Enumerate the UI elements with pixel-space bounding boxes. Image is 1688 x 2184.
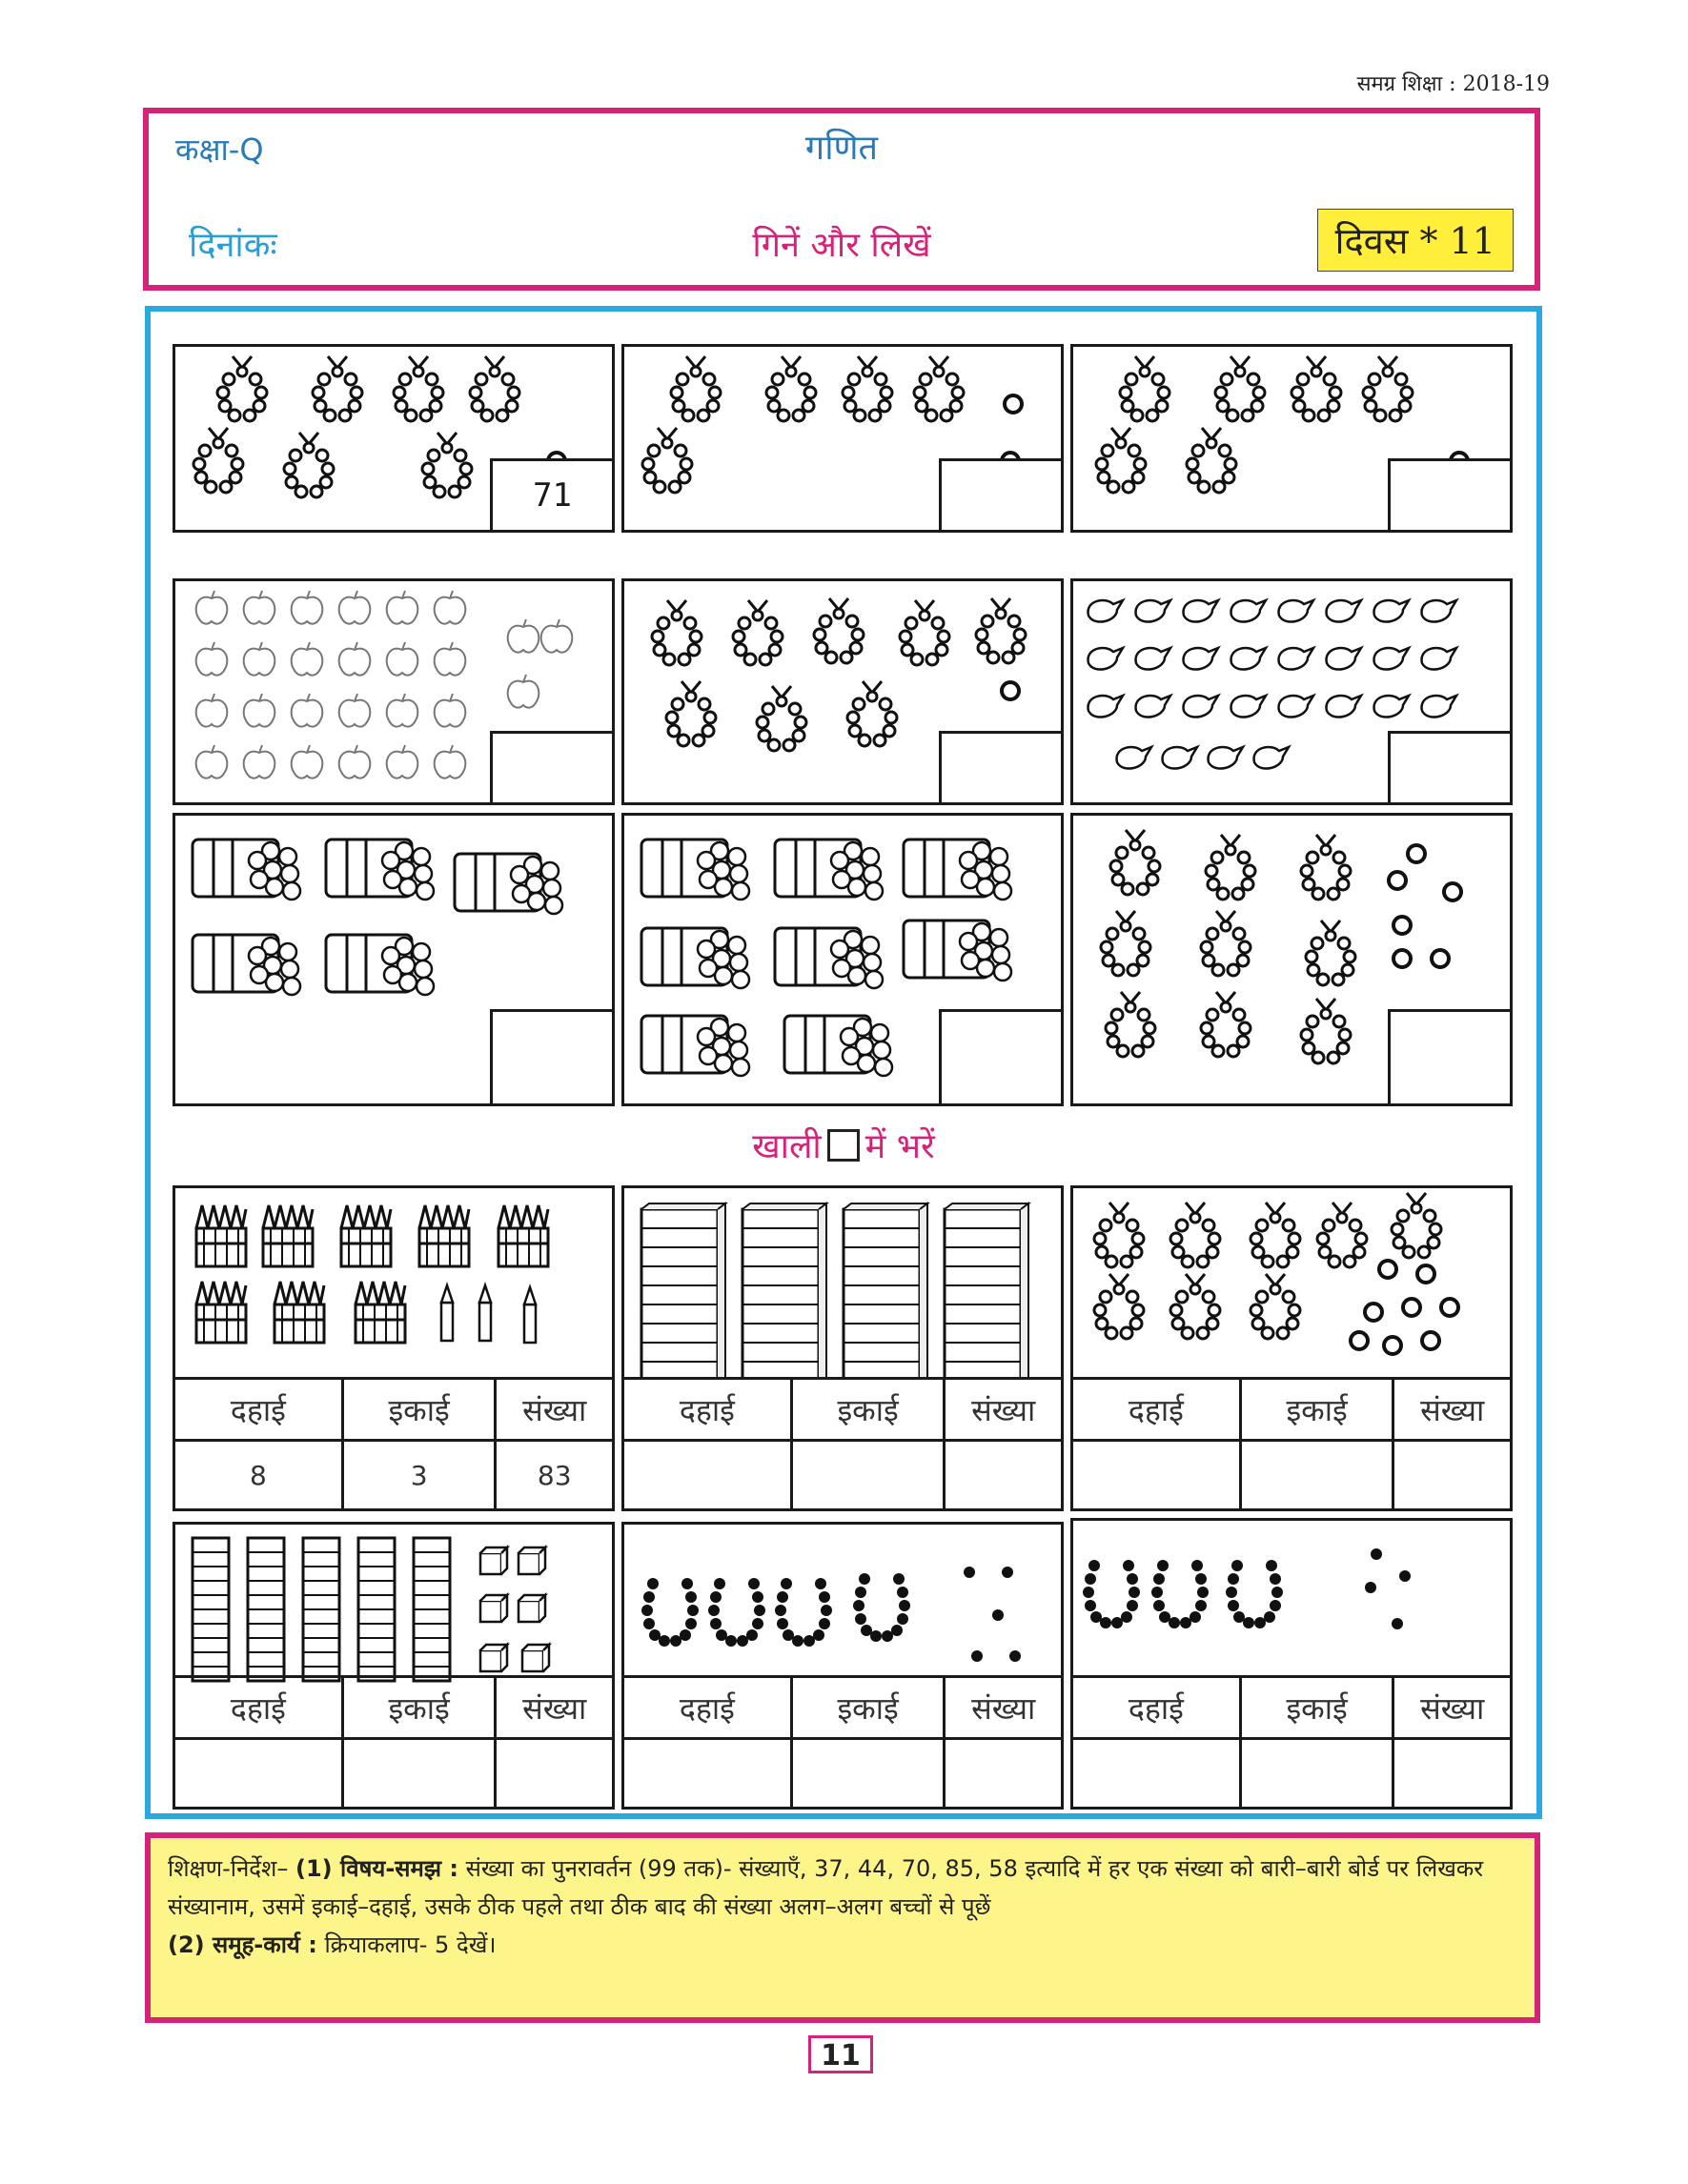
- subject-title: गणित: [804, 129, 879, 168]
- ones-value[interactable]: [793, 1442, 946, 1508]
- count-cell-7: [173, 813, 615, 1106]
- worksheet-area: [145, 306, 1542, 1819]
- ones-header: इकाई: [793, 1678, 946, 1740]
- ones-header: इकाई: [344, 1380, 498, 1442]
- place-value-table: [175, 1675, 612, 1807]
- ones-header: इकाई: [793, 1380, 946, 1442]
- answer-box[interactable]: [1388, 731, 1510, 802]
- number-header: संख्या: [497, 1380, 612, 1442]
- note-part1-title: (1) विषय-समझ :: [295, 1855, 458, 1882]
- count-cell-9: [1070, 813, 1513, 1106]
- answer-box[interactable]: [939, 1009, 1061, 1103]
- tens-value[interactable]: [1073, 1740, 1242, 1807]
- place-value-cell-5: [621, 1522, 1064, 1810]
- tens-value[interactable]: 8: [175, 1442, 344, 1508]
- count-cell-6: [1070, 578, 1513, 805]
- ones-value[interactable]: [793, 1740, 946, 1807]
- count-cell-1: [173, 344, 615, 533]
- tens-header: दहाई: [624, 1678, 793, 1740]
- ones-header: इकाई: [1242, 1678, 1395, 1740]
- number-value[interactable]: [1394, 1740, 1510, 1807]
- number-header: संख्या: [1394, 1380, 1510, 1442]
- ones-value[interactable]: [344, 1740, 498, 1807]
- tens-header: दहाई: [624, 1380, 793, 1442]
- rods-illustration: [624, 1188, 1061, 1379]
- pencil-bundles-illustration: [175, 1188, 612, 1379]
- tens-header: दहाई: [175, 1678, 344, 1740]
- ones-value[interactable]: [1242, 1442, 1395, 1508]
- answer-box[interactable]: [1388, 458, 1510, 530]
- day-badge: दिवस * 11: [1317, 209, 1514, 272]
- note-label: शिक्षण-निर्देश–: [168, 1855, 289, 1882]
- tens-value[interactable]: [624, 1442, 793, 1508]
- answer-box[interactable]: [1388, 1009, 1510, 1103]
- answer-box[interactable]: 71: [490, 458, 612, 530]
- count-cell-3: [1070, 344, 1513, 533]
- tens-value[interactable]: [175, 1740, 344, 1807]
- tens-value[interactable]: [1073, 1442, 1242, 1508]
- place-value-cell-6: [1070, 1518, 1513, 1810]
- dot-garland-illustration: [1073, 1521, 1510, 1683]
- note-part1-text: संख्या का पुनरावर्तन (99 तक)- संख्याएँ, 37, 44, 70, 85, 58 इत्यादि में हर एक संख्या को बारी–बारी बोर्ड पर लिखकर संख्यानाम, उसमें इकाई–दहाई, उसके ठीक पहले तथा ठीक बाद की संख्या अलग–अलग बच्चों से पूछें: [168, 1855, 1484, 1920]
- garland-illustration: [1073, 1188, 1510, 1379]
- ones-value[interactable]: 3: [344, 1442, 498, 1508]
- answer-box[interactable]: [939, 731, 1061, 802]
- tens-header: दहाई: [1073, 1678, 1242, 1740]
- fill-section-title: [151, 1122, 1536, 1168]
- count-cell-5: [621, 578, 1064, 805]
- number-header: संख्या: [497, 1678, 612, 1740]
- number-value[interactable]: [946, 1740, 1061, 1807]
- count-cell-2: [621, 344, 1064, 533]
- note-part2-title: (2) समूह-कार्य :: [168, 1931, 317, 1958]
- header-box: [143, 108, 1540, 291]
- dot-garland-illustration: [624, 1525, 1061, 1687]
- number-value[interactable]: [497, 1740, 612, 1807]
- count-cell-4: [173, 578, 615, 805]
- number-value[interactable]: [1394, 1442, 1510, 1508]
- note-part2-text: क्रियाकलाप- 5 देखें।: [324, 1931, 497, 1958]
- place-value-cell-1: [173, 1185, 615, 1511]
- empty-box-icon: [827, 1129, 860, 1162]
- answer-box[interactable]: [939, 458, 1061, 530]
- number-header: संख्या: [946, 1380, 1061, 1442]
- place-value-table: [624, 1377, 1061, 1508]
- number-header: संख्या: [946, 1678, 1061, 1740]
- answer-box[interactable]: [490, 1009, 612, 1103]
- place-value-table: [624, 1675, 1061, 1807]
- place-value-table: [175, 1377, 612, 1508]
- place-value-table: [1073, 1675, 1510, 1807]
- tens-header: दहाई: [1073, 1380, 1242, 1442]
- ones-value[interactable]: [1242, 1740, 1395, 1807]
- tens-header: दहाई: [175, 1380, 344, 1442]
- topic-title: गिनें और लिखें: [752, 226, 931, 265]
- count-cell-8: [621, 813, 1064, 1106]
- place-value-cell-3: [1070, 1185, 1513, 1511]
- edition-label: समग्र शिक्षा : 2018-19: [1356, 72, 1550, 96]
- place-value-cell-4: [173, 1522, 615, 1810]
- place-value-table: [1073, 1377, 1510, 1508]
- tens-value[interactable]: [624, 1740, 793, 1807]
- date-label: दिनांकः: [189, 226, 277, 265]
- number-header: संख्या: [1394, 1678, 1510, 1740]
- answer-box[interactable]: [490, 731, 612, 802]
- rods-cubes-illustration: [175, 1525, 612, 1687]
- fill-title-before: खाली: [752, 1127, 822, 1166]
- number-value[interactable]: [946, 1442, 1061, 1508]
- teaching-note: [145, 1832, 1540, 2023]
- ones-header: इकाई: [1242, 1380, 1395, 1442]
- page-number: 11: [808, 2035, 873, 2073]
- class-label: कक्षा-Q: [175, 131, 264, 168]
- number-value[interactable]: 83: [537, 1459, 572, 1491]
- place-value-cell-2: [621, 1185, 1064, 1511]
- ones-header: इकाई: [344, 1678, 498, 1740]
- fill-title-after: में भरें: [864, 1127, 935, 1166]
